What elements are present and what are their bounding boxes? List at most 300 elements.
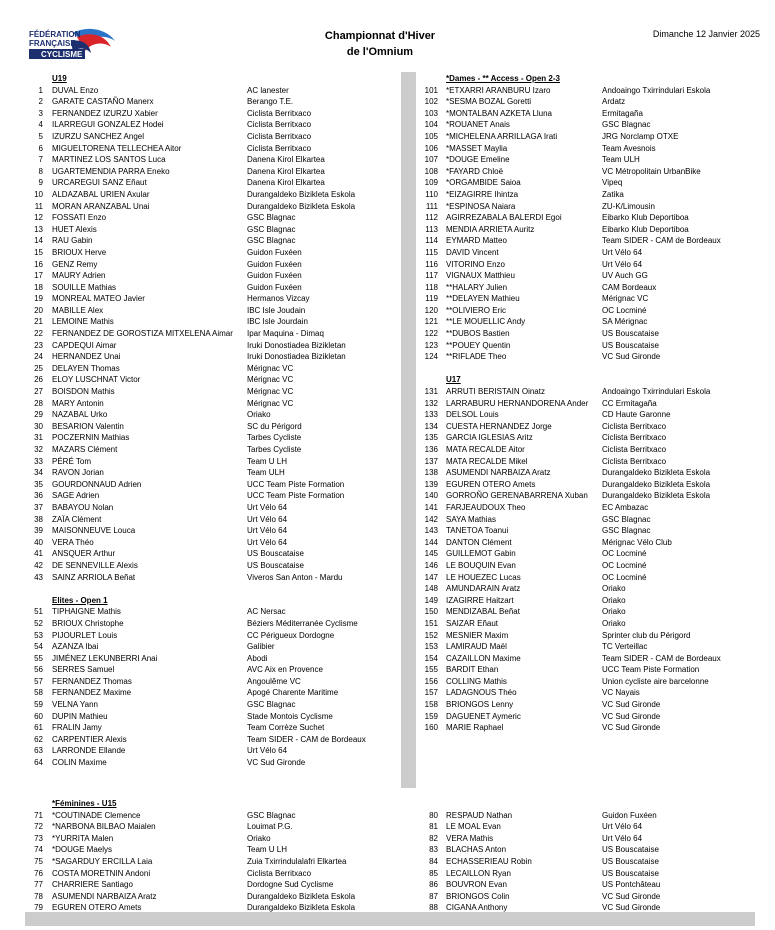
rider-row (25, 490, 405, 502)
rider-club: CD Haute Garonne (602, 410, 671, 420)
rider-number: 60 (34, 711, 43, 721)
rider-club: Urt Vélo 64 (602, 247, 643, 257)
rider-number: 55 (34, 653, 43, 663)
rider-row (418, 502, 758, 514)
rider-number: 2 (38, 97, 43, 107)
event-date: Dimanche 12 Janvier 2025 (652, 29, 760, 39)
rider-club: Guidon Fuxéen (247, 271, 302, 281)
rider-name: CAPDEQUI Aimar (52, 340, 117, 350)
rider-name: MAZARS Clément (52, 445, 118, 454)
rider-club: TC Verteillac (602, 642, 648, 652)
rider-number: 35 (34, 479, 43, 489)
rider-row (418, 525, 758, 537)
rider-number: 147 (424, 572, 438, 582)
rider-row (418, 687, 758, 699)
rider-club: Ciclista Berritxaco (247, 120, 312, 130)
rider-row (25, 868, 405, 880)
rider-name: BABAYOU Nolan (52, 502, 114, 512)
rider-number: 120 (424, 305, 438, 315)
rider-name: GARCIA IGLESIAS Aritz (446, 433, 533, 443)
rider-number: 57 (34, 676, 43, 686)
rider-club: Abodi (247, 653, 268, 663)
rider-club: Guidon Fuxéen (247, 259, 302, 269)
rider-name: *MONTALBAN AZKETA Lluna (446, 108, 552, 118)
rider-row (418, 224, 758, 236)
rider-row (25, 844, 405, 856)
rider-name: LADAGNOUS Théo (446, 688, 517, 698)
rider-club: Guidon Fuxéen (602, 810, 657, 820)
rider-number: 101 (424, 85, 438, 95)
rider-club: Guidon Fuxéen (247, 282, 302, 292)
rider-number: 145 (424, 549, 438, 559)
rider-club: Urt Vélo 64 (602, 833, 643, 843)
rider-club: Team SIDER - CAM de Bordeaux (602, 653, 721, 663)
rider-club: GSC Blagnac (602, 120, 651, 130)
rider-club: Angoulême VC (247, 676, 301, 686)
rider-row (25, 641, 405, 653)
rider-number: 24 (34, 352, 43, 362)
rider-row (418, 398, 758, 410)
rider-name: BARDIT Ethan (446, 665, 499, 675)
rider-number: 34 (34, 468, 43, 478)
rider-club: Danena Kirol Elkartea (247, 155, 325, 165)
section-header: *Dames - ** Access - Open 2-3 (446, 74, 560, 83)
rider-club: Viveros San Anton - Mardu (247, 572, 343, 582)
rider-name: *DOUGE Emeline (446, 155, 510, 165)
rider-number: 103 (424, 108, 438, 118)
rider-name: BLACHAS Anton (446, 845, 507, 855)
rider-club: AC lanester (247, 85, 289, 95)
svg-text:CYCLISME: CYCLISME (41, 50, 83, 59)
rider-club: Oriako (247, 833, 271, 843)
rider-name: VIGNAUX Matthieu (446, 271, 515, 281)
rider-number: 10 (34, 189, 43, 199)
rider-name: SERRES Samuel (52, 665, 115, 675)
rider-club: SA Mérignac (602, 317, 648, 327)
rider-club: Mérignac Vélo Club (602, 537, 672, 547)
rider-club: Team Avesnois (602, 143, 656, 153)
rider-row (418, 514, 758, 526)
rider-club: Durangaldeko Bizikleta Eskola (247, 891, 356, 901)
rider-name: **DUBOS Bastien (446, 329, 510, 339)
rider-number: 42 (34, 560, 43, 570)
rider-number: 5 (38, 131, 43, 141)
rider-name: LARRONDE Ellande (52, 746, 126, 756)
rider-name: VERA Mathis (446, 833, 494, 843)
rider-name: UGARTEMENDIA PARRA Eneko (52, 166, 170, 176)
rider-club: UCC Team Piste Formation (602, 665, 700, 675)
rider-row (418, 96, 758, 108)
section-header: Elites - Open 1 (52, 595, 108, 605)
rider-number: 6 (38, 143, 43, 153)
rider-name: DUVAL Enzo (52, 85, 99, 95)
rider-row (418, 641, 758, 653)
rider-club: Eibarko Klub Deportiboa (602, 213, 689, 223)
rider-name: LEMOINE Mathis (52, 317, 114, 327)
rider-number: 121 (424, 317, 438, 327)
roster-column-left (25, 73, 405, 769)
rider-name: TIPHAIGNE Mathis (52, 607, 121, 617)
rider-number: 87 (429, 891, 438, 901)
rider-club: Durangaldeko Bizikleta Eskola (247, 903, 356, 913)
rider-number: 123 (424, 340, 438, 350)
rider-row (25, 166, 405, 178)
rider-name: JIMÉNEZ LEKUNBERRI Anai (52, 653, 158, 663)
rider-row (25, 224, 405, 236)
rider-name: HUET Alexis (52, 224, 97, 234)
rider-row (418, 235, 758, 247)
rider-name: *ROUANET Anais (446, 120, 510, 130)
rider-row (25, 374, 405, 386)
rider-club: Oriako (602, 618, 626, 628)
rider-name: MAURY Adrien (52, 271, 106, 281)
rider-club: UCC Team Piste Formation (247, 479, 345, 489)
rider-number: 51 (34, 607, 43, 617)
rider-name: GENZ Remy (52, 259, 98, 269)
rider-name: RAU Gabin (52, 236, 93, 246)
rider-club: SC du Périgord (247, 421, 302, 431)
rider-club: Eibarko Klub Deportiboa (602, 224, 689, 234)
rider-club: Urt Vélo 64 (247, 537, 288, 547)
rider-name: *EIZAGIRRE Ihintza (446, 189, 519, 199)
rider-name: TANETOA Toanui (446, 526, 509, 536)
rider-club: VC Sud Gironde (247, 758, 306, 768)
rider-name: IZURZU SANCHEZ Angel (52, 131, 145, 141)
rider-row (418, 699, 758, 711)
rider-number: 17 (34, 271, 43, 281)
rider-club: Berango T.E. (247, 97, 294, 107)
rider-number: 73 (34, 833, 43, 843)
rider-club: GSC Blagnac (247, 224, 296, 234)
rider-number: 39 (34, 526, 43, 536)
rider-name: *FAYARD Chloë (446, 166, 504, 176)
rider-number: 118 (425, 282, 438, 292)
rider-club: VC Nayais (602, 688, 640, 698)
rider-row (25, 711, 405, 723)
rider-name: ELOY LUSCHNAT Victor (52, 375, 141, 385)
rider-name: COSTA MORETNIN Andoni (52, 868, 151, 878)
rider-name: BOUVRON Evan (446, 880, 507, 890)
rider-club: Team SIDER - CAM de Bordeaux (247, 734, 366, 744)
rider-club: Andoaingo Txirrindulari Eskola (602, 85, 711, 95)
rider-club: Team ULH (602, 155, 640, 165)
rider-number: 116 (425, 259, 438, 269)
rider-club: Union cycliste aire barcelonne (602, 676, 709, 686)
svg-text:FRANÇAISE: FRANÇAISE (29, 39, 76, 48)
rider-row (418, 583, 758, 595)
rider-number: 18 (34, 282, 43, 292)
rider-name: MESNIER Maxim (446, 630, 509, 640)
rider-club: Team Corrèze Suchet (247, 723, 325, 733)
rider-number: 59 (34, 700, 43, 710)
rider-club: GSC Blagnac (247, 236, 296, 246)
rider-row (25, 537, 405, 549)
rider-number: 43 (34, 572, 43, 582)
rider-number: 137 (424, 456, 438, 466)
rider-row (25, 514, 405, 526)
rider-number: 20 (34, 305, 43, 315)
rider-row (25, 618, 405, 630)
rider-name: GORROÑO GERENABARRENA Xuban (446, 491, 588, 501)
rider-row (25, 293, 405, 305)
rider-row (25, 630, 405, 642)
rider-row (418, 444, 758, 456)
rider-name: MARY Antonin (52, 398, 104, 408)
rider-row (418, 177, 758, 189)
rider-row (25, 699, 405, 711)
rider-club: US Bouscataise (602, 868, 659, 878)
rider-club: Louimat P.G. (247, 822, 293, 832)
rider-number: 33 (34, 456, 43, 466)
rider-row (25, 525, 405, 537)
rider-club: Urt Vélo 64 (247, 746, 288, 756)
rider-number: 136 (424, 445, 438, 454)
rider-name: DELAYEN Thomas (52, 363, 120, 373)
rider-number: 40 (34, 537, 43, 547)
rider-row (418, 85, 758, 97)
rider-name: *ESPINOSA Naiara (446, 201, 516, 211)
rider-number: 109 (424, 178, 438, 188)
rider-club: VC Sud Gironde (602, 891, 661, 901)
rider-club: Stade Montois Cyclisme (247, 711, 333, 721)
rider-row (418, 282, 758, 294)
rider-name: **POUEY Quentin (446, 340, 511, 350)
rider-club: GSC Blagnac (602, 526, 651, 536)
rider-number: 139 (424, 479, 438, 489)
rider-club: Urt Vélo 64 (247, 526, 288, 536)
rider-name: FARJEAUDOUX Theo (446, 502, 526, 512)
title-line-1: Championnat d'Hiver (324, 30, 436, 42)
rider-name: MENDIZABAL Beñat (446, 607, 520, 617)
rider-name: LECAILLON Ryan (446, 868, 511, 878)
rider-club: Ciclista Berritxaco (602, 445, 667, 454)
rider-row (25, 235, 405, 247)
rider-number: 58 (34, 688, 43, 698)
rider-row (25, 119, 405, 131)
rider-number: 31 (34, 433, 43, 443)
rider-number: 157 (424, 688, 438, 698)
rider-club: Ciclista Berritxaco (602, 456, 667, 466)
rider-name: MORAN ARANZABAL Unai (52, 201, 150, 211)
rider-club: UCC Team Piste Formation (247, 491, 345, 501)
rider-number: 7 (38, 155, 43, 165)
rider-row (418, 212, 758, 224)
rider-number: 23 (34, 340, 43, 350)
rider-name: AGIRREZABALA BALERDI Egoi (446, 213, 562, 223)
rider-row (25, 398, 405, 410)
rider-number: 53 (34, 630, 43, 640)
rider-name: *SESMA BOZAL Goretti (446, 97, 532, 107)
rider-club: Sprinter club du Périgord (602, 630, 691, 640)
rider-row (25, 96, 405, 108)
rider-row (25, 189, 405, 201)
rider-row (418, 328, 758, 340)
rider-club: Oriako (602, 584, 626, 594)
rider-club: GSC Blagnac (247, 810, 296, 820)
rider-row (418, 490, 758, 502)
rider-number: 21 (34, 317, 43, 327)
rider-name: *COUTINADE Clemence (52, 810, 141, 820)
rider-club: OC Locminé (602, 305, 647, 315)
rider-club: Guidon Fuxéen (247, 247, 302, 257)
rider-number: 110 (425, 189, 438, 199)
rider-number: 114 (425, 236, 438, 246)
rider-name: MENDIA ARRIETA Auritz (446, 224, 535, 234)
rider-row (418, 247, 758, 259)
rider-club: Durangaldeko Bizikleta Eskola (247, 201, 356, 211)
rider-row (25, 154, 405, 166)
rider-club: Oriako (247, 410, 271, 420)
rider-number: 158 (424, 700, 438, 710)
rider-club: Mérignac VC (247, 363, 294, 373)
rider-club: Ciclista Berritxaco (247, 143, 312, 153)
rider-row (418, 810, 758, 822)
rider-club: AC Nersac (247, 607, 286, 617)
rider-number: 150 (424, 607, 438, 617)
rider-name: CUESTA HERNANDEZ Jorge (446, 421, 552, 431)
rider-number: 8 (38, 166, 43, 176)
rider-club: US Bouscataise (247, 560, 304, 570)
rider-club: Tarbes Cycliste (247, 433, 302, 443)
rider-row (25, 108, 405, 120)
rider-name: PIJOURLET Louis (52, 630, 118, 640)
rider-club: Ermitagaña (602, 108, 643, 118)
rider-row (418, 189, 758, 201)
rider-number: 72 (34, 822, 43, 832)
title-line-2: de l'Omnium (346, 46, 414, 58)
rider-number: 124 (424, 352, 438, 362)
rider-name: MATA RECALDE Aitor (446, 445, 525, 454)
rider-name: ASUMENDI NARBAIZA Aratz (52, 891, 157, 901)
rider-row (418, 711, 758, 723)
rider-club: Mérignac VC (247, 375, 294, 385)
rider-name: PÉRÉ Tom (52, 456, 91, 466)
rider-club: VC Sud Gironde (602, 723, 661, 733)
rider-name: MATA RECALDE Mikel (446, 456, 528, 466)
rider-row (418, 722, 758, 734)
rider-row (25, 821, 405, 833)
rider-number: 84 (429, 856, 438, 866)
rider-number: 63 (34, 746, 43, 756)
rider-number: 75 (34, 856, 43, 866)
rider-number: 140 (424, 491, 438, 501)
section-gap (25, 583, 405, 595)
rider-number: 88 (429, 903, 438, 913)
rider-name: DUPIN Mathieu (52, 711, 108, 721)
rider-club: VC Sud Gironde (602, 903, 661, 913)
rider-number: 19 (34, 294, 43, 304)
rider-name: MAISONNEUVE Louca (52, 526, 136, 536)
rider-club: IBC Isle Joudain (247, 305, 306, 315)
rider-name: ARRUTI BERISTAIN Oinatz (446, 387, 545, 397)
rider-name: SAYA Mathias (446, 514, 496, 524)
rider-name: ALDAZABAL URIEN Axular (52, 189, 150, 199)
rider-number: 32 (34, 445, 43, 454)
rider-row (25, 502, 405, 514)
rider-name: ZAÏA Clément (52, 514, 102, 524)
rider-club: VC Sud Gironde (602, 700, 661, 710)
rider-name: **HALARY Julien (446, 282, 508, 292)
rider-number: 13 (34, 224, 43, 234)
rider-name: CAZAILLON Maxime (446, 653, 521, 663)
rider-number: 25 (34, 363, 43, 373)
rider-number: 74 (34, 845, 43, 855)
rider-number: 22 (34, 329, 43, 339)
rider-club: Ciclista Berritxaco (602, 421, 667, 431)
rider-club: VC Sud Gironde (602, 711, 661, 721)
rider-name: *DOUGE Maelys (52, 845, 113, 855)
rider-club: Urt Vélo 64 (247, 514, 288, 524)
rider-row (418, 143, 758, 155)
rider-row (418, 119, 758, 131)
rider-row (25, 757, 405, 769)
section-gap (418, 798, 758, 810)
rider-club: Apogé Charente Maritime (247, 688, 339, 698)
rider-number: 9 (38, 178, 43, 188)
rider-row (418, 560, 758, 572)
rider-club: Dordogne Sud Cyclisme (247, 880, 334, 890)
rider-club: Danena Kirol Elkartea (247, 166, 325, 176)
rider-row (25, 467, 405, 479)
rider-name: **OLIVIERO Eric (446, 305, 507, 315)
rider-number: 78 (34, 891, 43, 901)
rider-row (418, 548, 758, 560)
rider-club: Ipar Maquina - Dimaq (247, 329, 324, 339)
rider-row (418, 270, 758, 282)
rider-name: *SAGARDUY ERCILLA Laia (52, 856, 153, 866)
rider-club: Béziers Méditerranée Cyclisme (247, 618, 358, 628)
rider-row (25, 456, 405, 468)
rider-club: Durangaldeko Bizikleta Eskola (602, 491, 711, 501)
rider-number: 56 (34, 665, 43, 675)
rider-club: Danena Kirol Elkartea (247, 178, 325, 188)
rider-row (25, 328, 405, 340)
rider-row (418, 537, 758, 549)
rider-club: Durangaldeko Bizikleta Eskola (247, 189, 356, 199)
rider-row (25, 560, 405, 572)
rider-name: GUILLEMOT Gabin (446, 549, 516, 559)
rider-row (418, 572, 758, 584)
rider-number: 37 (34, 502, 43, 512)
rider-name: EYMARD Matteo (446, 236, 507, 246)
rider-name: MARIE Raphael (446, 723, 504, 733)
rider-number: 107 (424, 155, 438, 165)
rider-name: *MASSET Maylia (446, 143, 508, 153)
rider-row (25, 879, 405, 891)
rider-name: LE HOUEZEC Lucas (446, 572, 521, 582)
rider-club: OC Locminé (602, 549, 647, 559)
rider-row (25, 316, 405, 328)
rider-number: 131 (424, 387, 438, 397)
rider-club: US Bouscataise (602, 340, 659, 350)
rider-row (418, 340, 758, 352)
rider-name: CARPENTIER Alexis (52, 734, 127, 744)
rider-row (25, 722, 405, 734)
rider-number: 102 (424, 97, 438, 107)
rider-number: 26 (34, 375, 43, 385)
rider-row (418, 259, 758, 271)
rider-club: Mérignac VC (247, 387, 294, 397)
rider-club: Zatika (602, 189, 624, 199)
rider-name: MARTINEZ LOS SANTOS Luca (52, 155, 166, 165)
rider-club: Hermanos Vizcay (247, 294, 310, 304)
rider-club: UV Auch GG (602, 271, 648, 281)
rider-number: 61 (34, 723, 43, 733)
rider-row (25, 247, 405, 259)
rider-number: 143 (424, 526, 438, 536)
rider-row (25, 734, 405, 746)
rider-number: 159 (424, 711, 438, 721)
